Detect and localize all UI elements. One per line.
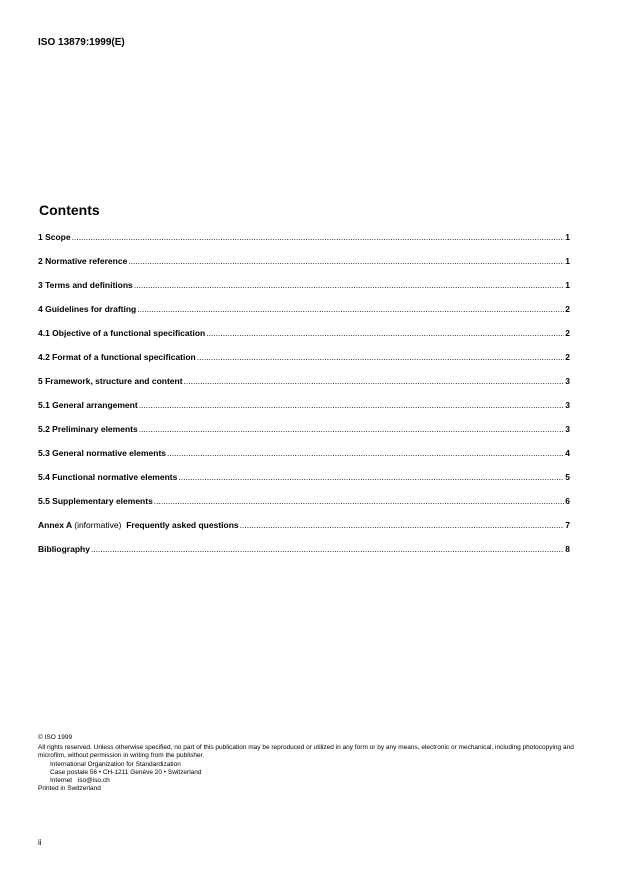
toc-leader-dots: [128, 256, 564, 266]
toc-entry-guidelines[interactable]: [38, 304, 570, 328]
annex-label: Annex A: [38, 520, 72, 530]
toc-leader-dots: [167, 448, 564, 458]
toc-leader-dots: [137, 304, 564, 314]
toc-leader-dots: [240, 520, 565, 530]
toc-entry-page: 2: [565, 304, 570, 314]
toc-entry-page: 4: [565, 448, 570, 458]
document-code: ISO 13879:1999(E): [38, 37, 125, 48]
toc-entry-format[interactable]: [38, 352, 570, 376]
email-link[interactable]: iso@iso.ch: [77, 777, 110, 785]
toc-entry-page: 1: [565, 280, 570, 290]
rights-statement: All rights reserved. Unless otherwise specified, no part of this publication may be reproduced or utilized in any form or by any means, electronic or mechanical, including photocopying and microfilm, without permission in writing from the publisher.: [38, 744, 574, 760]
toc-entry-label: 2 Normative reference: [38, 256, 128, 266]
page-number: ii: [38, 838, 42, 847]
org-name: International Organization for Standardization: [50, 760, 181, 768]
copyright-footer: [38, 734, 583, 793]
toc-entry-normative-reference[interactable]: [38, 256, 570, 280]
toc-entry-label: [38, 520, 239, 530]
toc-entry-page: 6: [565, 496, 570, 506]
toc-leader-dots: [134, 280, 564, 290]
toc-entry-page: 1: [565, 256, 570, 266]
toc-leader-dots: [184, 376, 565, 386]
internet-label: Internet: [50, 777, 73, 785]
toc-entry-bibliography[interactable]: [38, 544, 570, 568]
toc-leader-dots: [178, 472, 564, 482]
toc-entry-label: 4.2 Format of a functional specification: [38, 352, 196, 362]
org-internet: [38, 777, 583, 785]
annex-title: Frequently asked questions: [126, 520, 239, 530]
toc-entry-annex-a[interactable]: [38, 520, 570, 544]
toc-entry-supplementary[interactable]: [38, 496, 570, 520]
toc-entry-label: 1 Scope: [38, 232, 71, 242]
toc-entry-label: 5.4 Functional normative elements: [38, 472, 178, 482]
toc-entry-label: 4.1 Objective of a functional specification: [38, 328, 206, 338]
toc-entry-framework[interactable]: [38, 376, 570, 400]
org-address: Case postale 56 • CH-1211 Genève 20 • Switzerland: [50, 768, 202, 776]
toc-entry-functional-normative[interactable]: [38, 472, 570, 496]
toc-entry-label: 5.3 General normative elements: [38, 448, 167, 458]
toc-entry-page: 8: [565, 544, 570, 554]
toc-entry-label: 4 Guidelines for drafting: [38, 304, 137, 314]
toc-entry-page: 2: [565, 352, 570, 362]
toc-entry-preliminary[interactable]: [38, 424, 570, 448]
toc-entry-label: 5 Framework, structure and content: [38, 376, 183, 386]
toc-leader-dots: [197, 352, 565, 362]
toc-entry-page: 3: [565, 376, 570, 386]
toc-leader-dots: [154, 496, 564, 506]
printed-line: Printed in Switzerland: [38, 785, 101, 793]
annex-note: (informative): [74, 520, 122, 530]
toc-leader-dots: [206, 328, 564, 338]
toc-entry-page: 3: [565, 424, 570, 434]
toc-entry-page: 7: [565, 520, 570, 530]
table-of-contents: [38, 232, 570, 568]
toc-entry-label: 5.1 General arrangement: [38, 400, 138, 410]
toc-entry-general-arrangement[interactable]: [38, 400, 570, 424]
toc-entry-general-normative[interactable]: [38, 448, 570, 472]
toc-entry-terms-definitions[interactable]: [38, 280, 570, 304]
contents-title: Contents: [39, 202, 100, 218]
toc-leader-dots: [91, 544, 564, 554]
toc-entry-label: 3 Terms and definitions: [38, 280, 133, 290]
toc-entry-scope[interactable]: [38, 232, 570, 256]
copyright-line: © ISO 1999: [38, 734, 73, 741]
toc-entry-label: Bibliography: [38, 544, 90, 554]
toc-leader-dots: [72, 232, 565, 242]
toc-entry-page: 2: [565, 328, 570, 338]
toc-leader-dots: [139, 400, 565, 410]
toc-entry-label: 5.5 Supplementary elements: [38, 496, 153, 506]
toc-entry-page: 5: [565, 472, 570, 482]
toc-entry-page: 3: [565, 400, 570, 410]
toc-leader-dots: [139, 424, 565, 434]
toc-entry-label: 5.2 Preliminary elements: [38, 424, 138, 434]
toc-entry-page: 1: [565, 232, 570, 242]
toc-entry-objective[interactable]: [38, 328, 570, 352]
